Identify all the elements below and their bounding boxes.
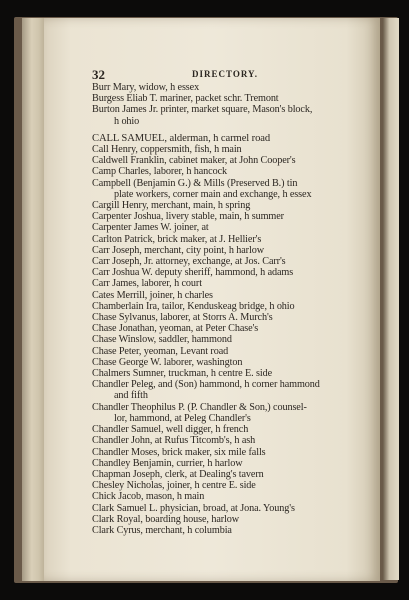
directory-entry: Chase George W. laborer, washington [92, 356, 243, 368]
directory-entry: Camp Charles, laborer, h hancock [92, 166, 228, 178]
directory-entry: Chandler Peleg, and (Son) hammond, h corner hammond [92, 379, 320, 391]
directory-entry: Carr Joshua W. deputy sheriff, hammond, h adams [92, 267, 294, 279]
directory-entry: Cargill Henry, merchant, main, h spring [92, 200, 251, 212]
directory-entry: Chandley Benjamin, currier, h harlow [92, 457, 243, 469]
directory-entry-continuation: plate workers, corner main and exchange, h essex [114, 188, 312, 200]
facing-page-edge [383, 18, 399, 580]
directory-entry: Chandler Samuel, well digger, h french [92, 424, 249, 436]
page-edges [22, 18, 46, 581]
directory-entry: Cates Merrill, joiner, h charles [92, 289, 213, 301]
directory-entry: Carpenter James W. joiner, at [92, 222, 209, 234]
directory-entry: Chase Jonathan, yeoman, at Peter Chase's [92, 323, 259, 335]
directory-entries [92, 82, 368, 536]
directory-entry: Carpenter Joshua, livery stable, main, h summer [92, 211, 284, 223]
directory-entry: Carr Joseph, Jr. attorney, exchange, at Jos. Carr's [92, 256, 286, 268]
directory-entry: Chase Winslow, saddler, hammond [92, 334, 232, 346]
directory-entry: Clark Royal, boarding house, harlow [92, 513, 240, 525]
page-header [92, 67, 364, 81]
directory-entry-continuation: h ohio [114, 115, 140, 127]
directory-entry-continuation: and fifth [114, 390, 148, 402]
directory-entry: Burton James Jr. printer, market square, Mason's block, [92, 104, 313, 116]
directory-entry: Chandler Moses, brick maker, six mile falls [92, 446, 266, 458]
directory-entry: Chesley Nicholas, joiner, h centre E. side [92, 480, 256, 492]
directory-entry: Caldwell Franklin, cabinet maker, at John Cooper's [92, 155, 296, 167]
page-number: 32 [92, 67, 105, 82]
directory-entry: Burgess Eliab T. mariner, packet schr. Tremont [92, 93, 279, 105]
directory-entry-alderman: CALL SAMUEL, alderman, h carmel road [92, 132, 271, 144]
directory-entry: Burr Mary, widow, h essex [92, 82, 200, 93]
directory-entry: Chase Sylvanus, laborer, at Storrs A. Murch's [92, 312, 273, 324]
directory-entry: Carr James, laborer, h court [92, 278, 202, 290]
directory-entry: Chandler Theophilus P. (P. Chandler & Son,) counsel- [92, 401, 307, 413]
directory-entry: Chapman Joseph, clerk, at Dealing's tavern [92, 468, 264, 480]
directory-entry: Clark Samuel L. physician, broad, at Jona. Young's [92, 502, 295, 514]
directory-entry: Chalmers Sumner, truckman, h centre E. side [92, 368, 273, 380]
directory-entry: Chase Peter, yeoman, Levant road [92, 345, 229, 357]
directory-entry: Campbell (Benjamin G.) & Mills (Preserved B.) tin [92, 177, 298, 189]
directory-entry-continuation: lor, hammond, at Peleg Chandler's [114, 412, 251, 424]
directory-entry: Chamberlain Ira, tailor, Kenduskeag bridge, h ohio [92, 300, 295, 312]
directory-entry: Carlton Patrick, brick maker, at J. Hellier's [92, 233, 262, 245]
directory-entry: Chandler John, at Rufus Titcomb's, h ash [92, 435, 256, 447]
running-head: DIRECTORY. [192, 69, 258, 79]
directory-entry: Call Henry, coppersmith, fish, h main [92, 144, 242, 156]
directory-entry: Carr Joseph, merchant, city point, h harlow [92, 244, 264, 256]
directory-entry: Chick Jacob, mason, h main [92, 491, 205, 503]
directory-entry: Clark Cyrus, merchant, h columbia [92, 524, 232, 536]
